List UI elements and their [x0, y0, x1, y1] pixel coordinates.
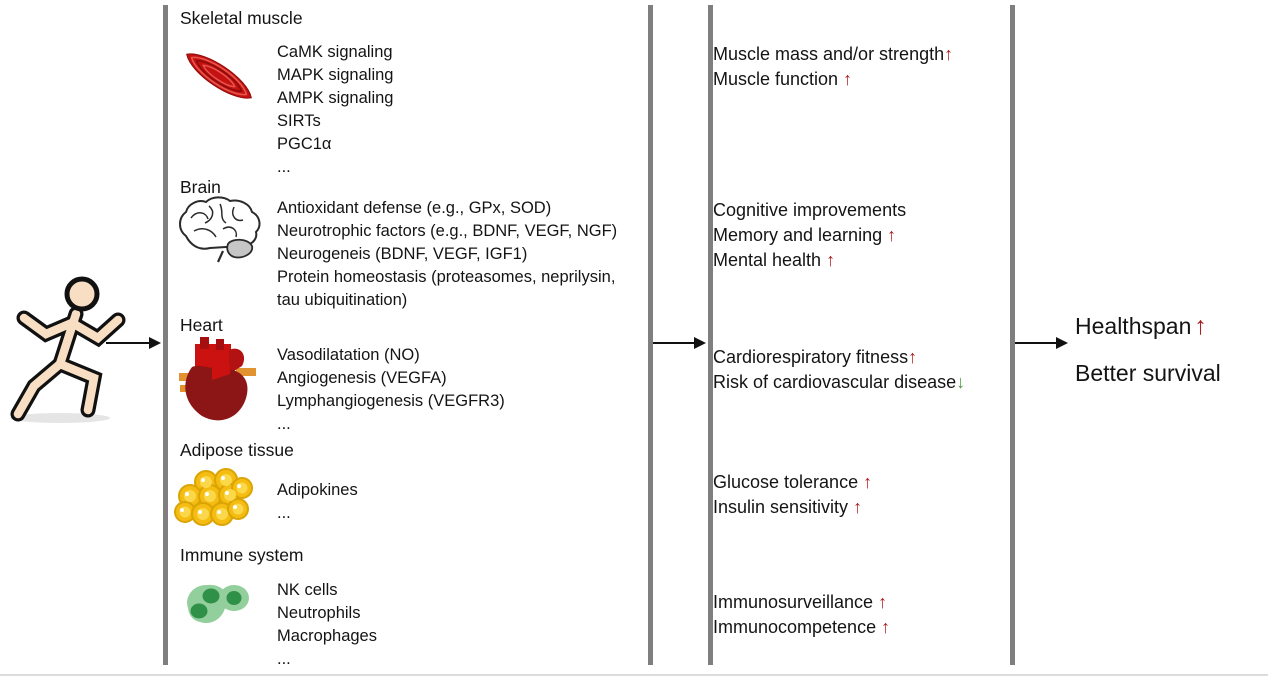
outcome-text: Insulin sensitivity — [713, 497, 854, 517]
outcome-line — [713, 67, 953, 92]
down-arrow-icon: ↓ — [956, 372, 966, 392]
arrow-outcomes-to-final — [1015, 342, 1057, 344]
arrow-runner-to-organs — [106, 342, 150, 344]
immune-system-items — [277, 579, 377, 671]
adipose-outcomes-group — [713, 470, 872, 520]
up-arrow-icon: ↑ — [1194, 312, 1207, 340]
outcome-line — [1075, 350, 1221, 397]
outcome-line — [713, 223, 906, 248]
adipose-tissue-items — [277, 479, 358, 525]
immune-cells-icon — [180, 572, 258, 632]
organ-item: SIRTs — [277, 112, 321, 130]
organ-item: ... — [277, 504, 291, 522]
organ-item: ... — [277, 415, 291, 433]
outcome-text: Cardiorespiratory fitness — [713, 347, 909, 367]
adipose-cells-icon — [172, 468, 264, 539]
organ-item: Neurotrophic factors (e.g., BDNF, VEGF, NGF) — [277, 222, 618, 240]
outcome-line — [713, 198, 906, 223]
up-arrow-icon: ↑ — [944, 44, 954, 64]
immune-outcomes-group — [713, 590, 890, 640]
outcome-line — [713, 615, 890, 640]
muscle-icon — [178, 42, 260, 112]
section-title-skeletal-muscle: Skeletal muscle — [180, 8, 303, 28]
final-outcomes-group — [1075, 303, 1221, 397]
divider-bar-2 — [648, 5, 653, 665]
up-arrow-icon: ↑ — [887, 225, 897, 245]
outcome-text: Muscle mass and/or strength — [713, 44, 945, 64]
running-person-icon — [2, 272, 137, 424]
bottom-border-line — [0, 674, 1268, 676]
skeletal-muscle-items — [277, 41, 393, 179]
up-arrow-icon: ↑ — [826, 250, 836, 270]
up-arrow-icon: ↑ — [878, 592, 888, 612]
section-title-adipose-tissue: Adipose tissue — [180, 440, 294, 460]
immune-cells-icon — [180, 572, 258, 637]
organ-item: Adipokines — [277, 481, 358, 499]
outcome-text: Immunocompetence — [713, 617, 882, 637]
outcome-text: Immunosurveillance — [713, 592, 879, 612]
up-arrow-icon: ↑ — [863, 472, 873, 492]
organ-item: Angiogenesis (VEGFA) — [277, 369, 447, 387]
outcome-line — [713, 248, 906, 273]
organ-item: tau ubiquitination) — [277, 291, 408, 309]
organ-item: CaMK signaling — [277, 43, 393, 61]
outcome-text: Memory and learning — [713, 225, 888, 245]
section-title-immune-system: Immune system — [180, 545, 304, 565]
organ-item: Neutrophils — [277, 604, 361, 622]
organ-item: ... — [277, 158, 291, 176]
up-arrow-icon: ↑ — [853, 497, 863, 517]
organ-item: Protein homeostasis (proteasomes, neprilysin, — [277, 268, 616, 286]
adipose-cells-icon — [172, 468, 264, 534]
outcome-line — [1075, 303, 1221, 350]
brain-icon — [176, 196, 264, 269]
arrow-organs-to-outcomes — [653, 342, 695, 344]
organ-item: Neurogeneis (BDNF, VEGF, IGF1) — [277, 245, 528, 263]
up-arrow-icon: ↑ — [881, 617, 891, 637]
outcome-text: Better survival — [1075, 360, 1221, 386]
organ-item: Lymphangiogenesis (VEGFR3) — [277, 392, 505, 410]
outcome-text: Cognitive improvements — [713, 200, 907, 220]
heart-icon — [174, 330, 262, 427]
outcome-line — [713, 370, 965, 395]
running-person-icon — [2, 272, 137, 424]
section-title-heart: Heart — [180, 315, 223, 335]
organ-item: MAPK signaling — [277, 66, 394, 84]
outcome-text: Muscle function — [713, 69, 844, 89]
organ-item: ... — [277, 650, 291, 668]
up-arrow-icon: ↑ — [908, 347, 918, 367]
brain-icon — [176, 196, 264, 264]
organ-item: PGC1α — [277, 135, 332, 153]
heart-items — [277, 344, 505, 436]
organ-item: AMPK signaling — [277, 89, 394, 107]
outcome-text: Glucose tolerance — [713, 472, 864, 492]
outcome-line — [713, 470, 872, 495]
up-arrow-icon: ↑ — [843, 69, 853, 89]
muscle-icon — [178, 42, 260, 117]
divider-bar-1 — [163, 5, 168, 665]
outcome-line — [713, 345, 965, 370]
organ-item: Vasodilatation (NO) — [277, 346, 420, 364]
outcome-line — [713, 42, 953, 67]
divider-bar-4 — [1010, 5, 1015, 665]
heart-outcomes-group — [713, 345, 965, 395]
organ-item: NK cells — [277, 581, 338, 599]
outcome-text: Mental health — [713, 250, 827, 270]
outcome-text: Healthspan — [1075, 313, 1192, 339]
outcome-line — [713, 495, 872, 520]
outcome-text: Risk of cardiovascular disease — [713, 372, 957, 392]
organ-item: Antioxidant defense (e.g., GPx, SOD) — [277, 199, 552, 217]
muscle-outcomes-group — [713, 42, 953, 92]
section-title-brain: Brain — [180, 177, 221, 197]
brain-items — [277, 197, 617, 312]
brain-outcomes-group — [713, 198, 906, 273]
organ-item: Macrophages — [277, 627, 377, 645]
outcome-line — [713, 590, 890, 615]
divider-bar-3 — [708, 5, 713, 665]
heart-icon — [174, 330, 262, 422]
